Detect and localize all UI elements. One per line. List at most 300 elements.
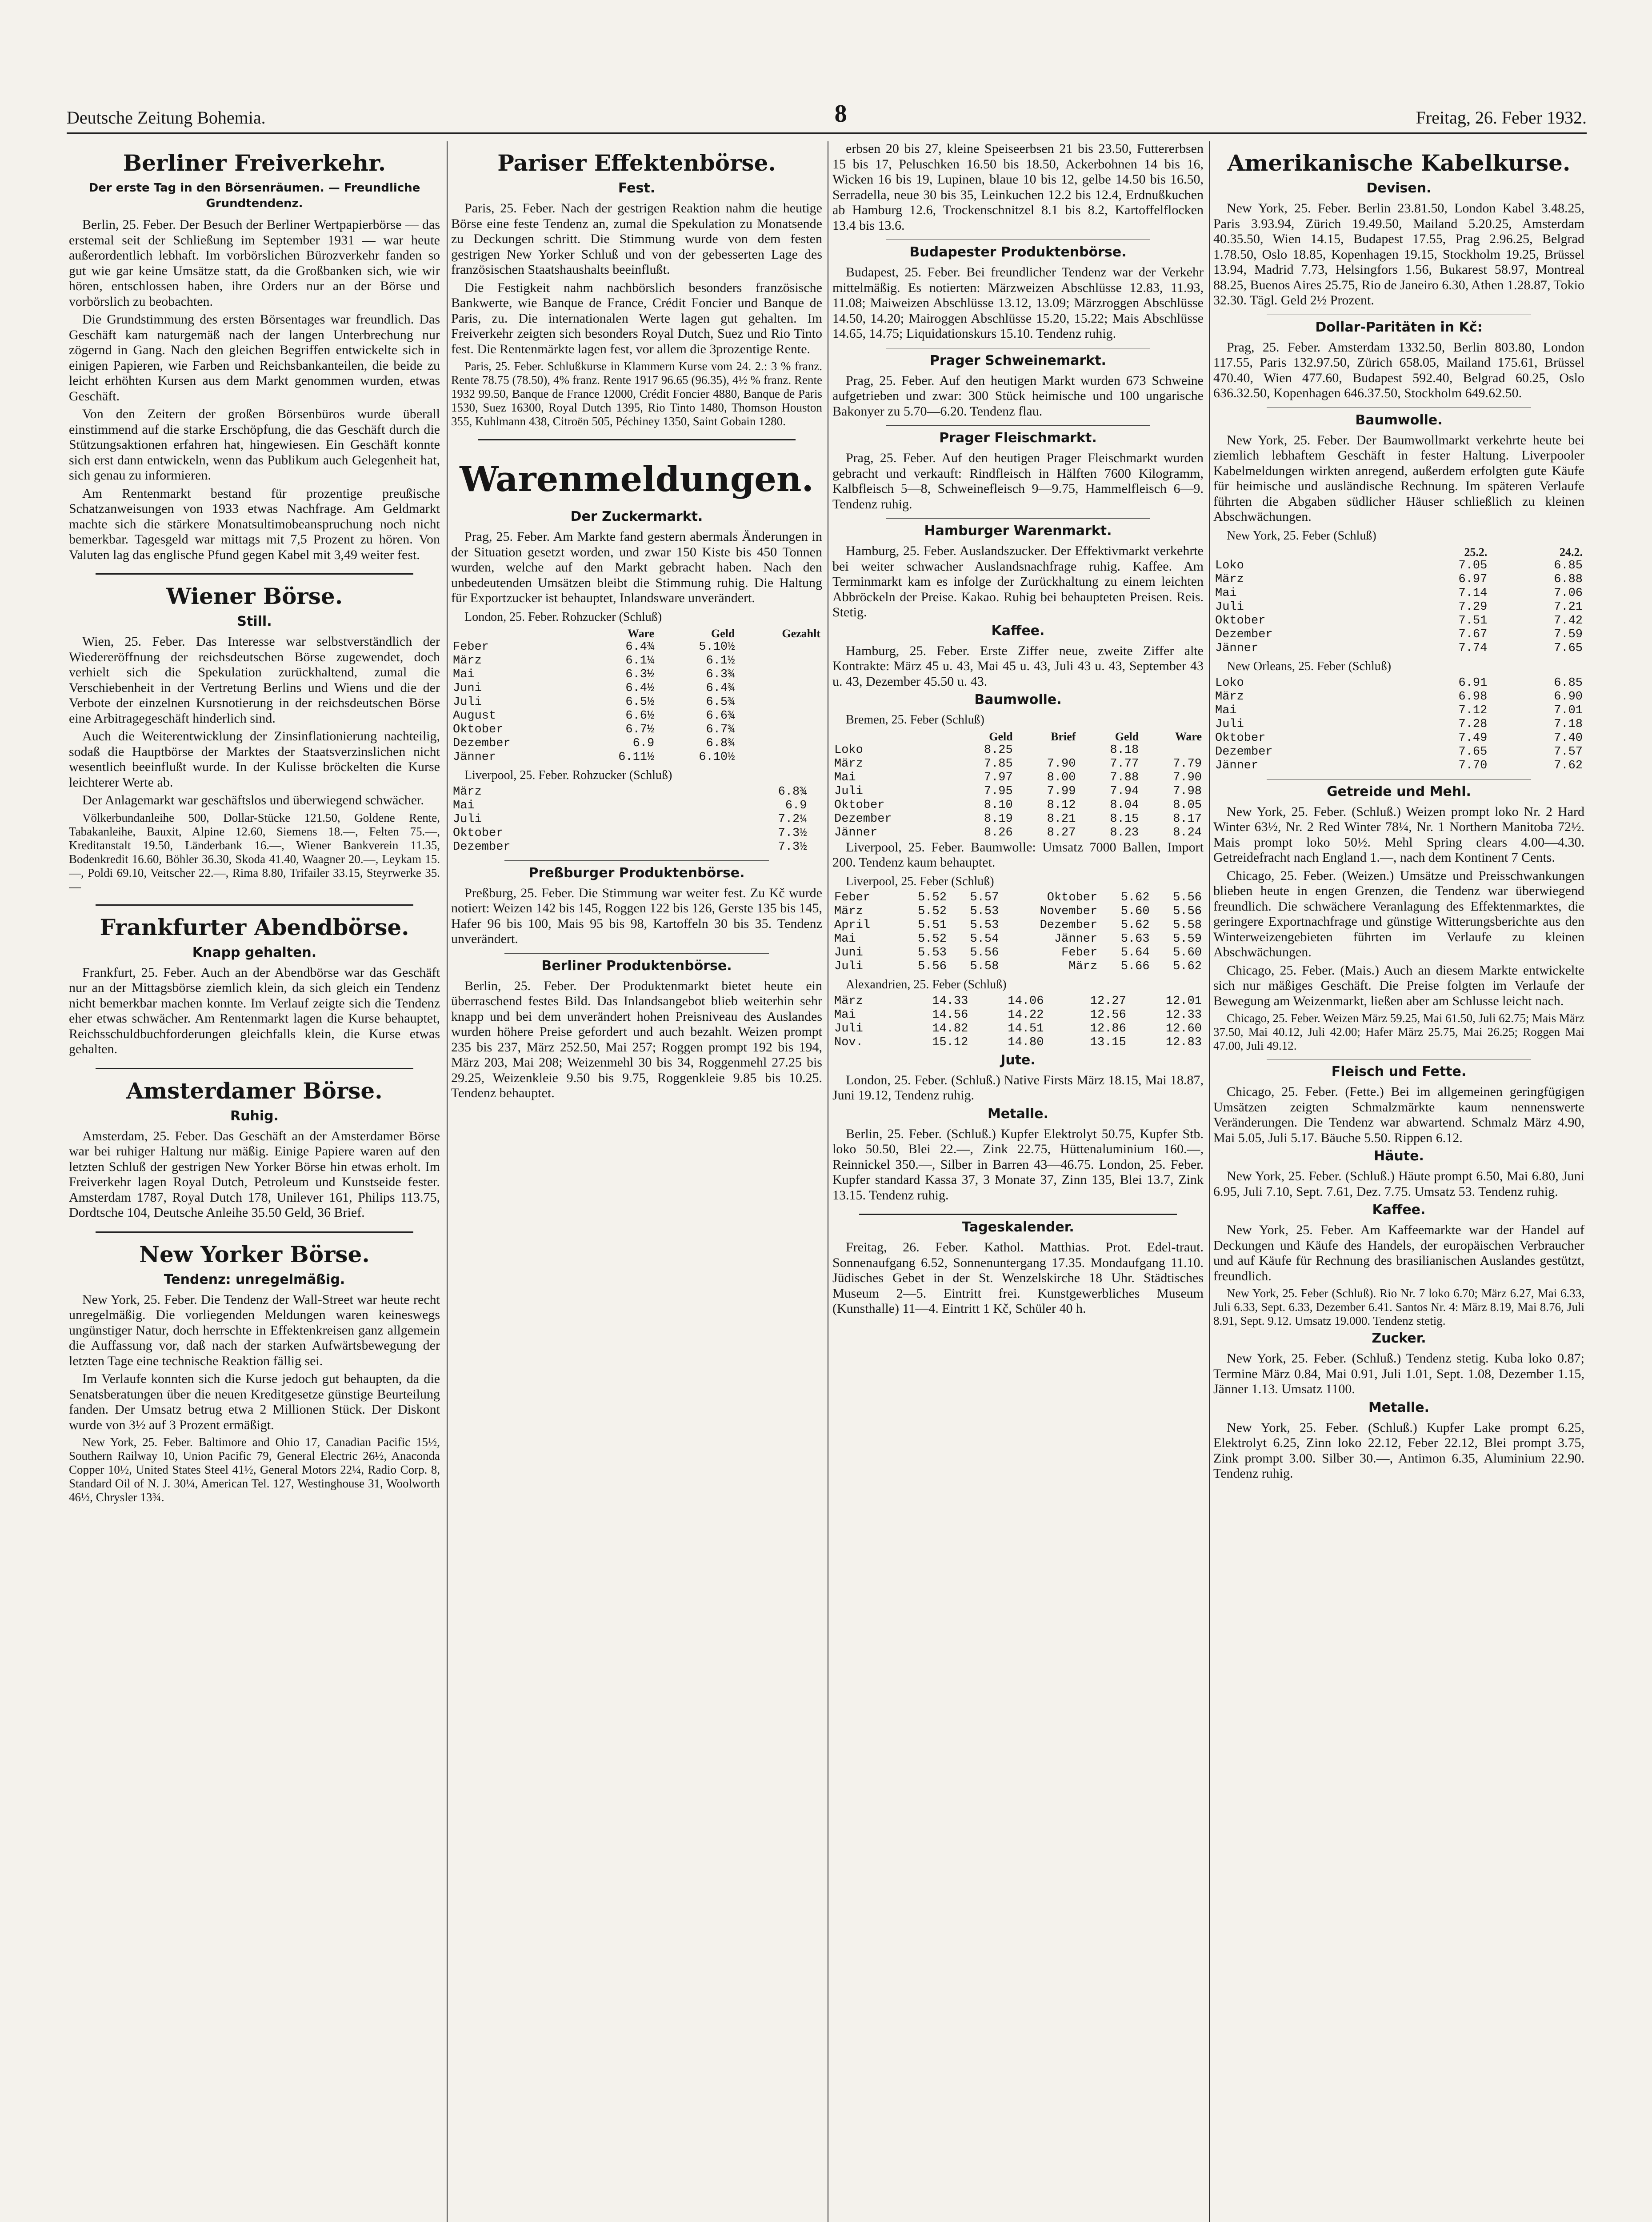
table-cell: 7.79 [1173,757,1202,771]
section-subtitle: Baumwolle. [974,692,1062,707]
section-subtitle: Fleisch und Fette. [1331,1064,1467,1079]
table-cell: 5.52 [918,905,947,918]
table-cell: 5.62 [1120,919,1150,932]
paragraph: New York, 25. Feber. Der Baumwollmarkt verkehrte heute bei ziemlich lebhaftem Geschäft in fester Haltung. Liverpooler Kabelmeldungen wirkten anregend, außerdem erfolgten gute Käufe für heimische und ausländische Rechnung. Im späteren Verlaufe führten die Abgaben südlicher Häuser schließlich zu kleinen Abschwächungen. [1213,432,1584,524]
table-row [1213,718,1584,731]
table-cell [736,654,822,668]
table-row [832,960,1204,974]
table-header-cell [451,627,576,640]
paragraph: Liverpool, 25. Feber. Baumwolle: Umsatz 7000 Ballen, Import 200. Tendenz kaum behauptet. [832,839,1204,870]
section-subtitle: Still. [237,614,272,629]
paragraph: Am Rentenmarkt bestand für prozentige preußische Schatzanweisungen von 1933 etwas Nachfrage. Am Geldmarkt machte sich die stärkere Monatsultimobeanspruchung noch nicht bemerkbar. Tagesgeld war mittags mit 7,5 Prozent zu hören. Von Valuten lag das englische Pfund gegen Kabel mit 3,49 weiter fest. [69,486,440,562]
table-cell: 7.57 [1554,745,1583,759]
table-cell: 6.10½ [699,751,735,764]
table-cell: Jänner [834,826,878,839]
table-cell: 6.4¾ [706,682,735,695]
section-title: Frankfurter Abendbörse. [100,914,409,940]
section-subtitle: Tendenz: unregelmäßig. [164,1271,345,1287]
table-cell: 6.4½ [625,682,655,695]
table-cell: 7.74 [1458,642,1488,655]
table-cell: 7.06 [1554,587,1583,600]
table-row [832,799,1204,812]
paragraph: Der Anlagemarkt war geschäftslos und überwiegend schwächer. [82,793,424,807]
table-cell: Juli [453,695,482,709]
newspaper-name: Deutsche Zeitung Bohemia. [67,108,266,128]
divider [96,573,413,575]
table-cell: 6.1½ [706,654,735,667]
table-cell [1045,1022,1052,1036]
table-cell: Oktober [1215,614,1266,627]
table-row [1213,573,1584,587]
table-cell: 6.6½ [625,709,655,723]
table-row [1213,614,1584,628]
table-header-cell: Geld [711,627,735,640]
paragraph: Auch die Weiterentwicklung der Zinsinflationierung nachteilig, sodaß die Hauptbörse der Marktes der Staatsverzinslichen nicht wesentlich beeinflußt wurde. In der Kulisse bröckelten die Kurse leichterer Werte ab. [69,729,440,790]
column-4 [1213,141,1584,2222]
table-cell: 8.18 [1110,743,1139,757]
column-3 [832,141,1204,2222]
divider [504,860,769,861]
table-cell: Juli [834,960,863,973]
section-subtitle: Devisen. [1366,180,1432,196]
divider [96,1068,413,1069]
table-cell: Feber [453,640,489,654]
table-cell: Oktober [453,723,504,736]
table-cell: 14.06 [1008,994,1044,1008]
paragraph: Budapest, 25. Feber. Bei freundlicher Tendenz war der Verkehr mittelmäßig. Es notierten: Märzweizen Abschlüsse 12.83, 11.93, 11.08; Maiweizen Abschlüsse 13.12, 13.09; Märzroggen Abschlüsse 14.50, 14.20; Mairoggen Abschlüsse 15.20, 15.22; Mais Abschlüsse 14.65, 14.75; Liquidationskurs 15.10. Tendenz ruhig. [832,265,1204,341]
divider [859,1214,1177,1215]
table-cell: 8.10 [984,798,1013,812]
table-cell [808,840,822,854]
table-cell: März [1215,690,1244,703]
table-cell: 6.8¾ [706,737,735,750]
table-cell: 6.5¾ [706,695,735,709]
table-cell: 5.53 [970,919,999,932]
table-cell: Dezember [1215,745,1273,759]
table-header-cell: Ware [1175,730,1202,743]
table-cell: Oktober [1215,731,1266,745]
table-row [451,785,822,799]
paragraph: New York, 25. Feber. (Schluß.) Häute prompt 6.50, Mai 6.80, Juni 6.95, Juli 7.10, Sept. 7.61, Dez. 7.75. Umsatz 53. Tendenz ruhig. [1213,1169,1584,1199]
table-title: Alexandrien, 25. Feber (Schluß) [846,978,1007,991]
issue-date: Freitag, 26. Feber 1932. [1416,108,1587,128]
table-cell: 7.97 [984,771,1013,784]
paragraph: Prag, 25. Feber. Amsterdam 1332.50, Berlin 803.80, London 117.55, Paris 132.97.50, Zürich 658.05, Mailand 175.61, Brüssel 470.40, Wien 477.60, Budapest 592.40, Belgrad 60.25, Oslo 636.32.50, Kopenhagen 646.37.50, Stockholm 649.62.50. [1213,340,1584,400]
table-cell [808,799,822,813]
table-cell: 5.63 [1120,932,1150,946]
paragraph: Freitag, 26. Feber. Kathol. Matthias. Prot. Edel-traut. Sonnenaufgang 6.52, Sonnenuntergang 17.35. Mondaufgang 11.10. Jüdisches Gebet in der St. Wenzelskirche 18 Uhr. Städtisches Museum 2—5. Eintritt frei. Kunstgewerbliches Museum (Kunsthalle) 11—4. Eintritt 1 Kč, Schüler 40 h. [832,1240,1204,1316]
table-row [451,827,822,840]
paragraph: New York, 25. Feber. (Schluß.) Weizen prompt loko Nr. 2 Hard Winter 63½, Nr. 2 Red Winter 78¼, Nr. 1 Northern Manitoba 72½. Mais prompt loko 50½. Mehl Spring clears 4.00—4.30. Getreidefracht nach England 1.—, nach dem Kontinent 7 Cents. [1213,804,1584,865]
section-subtitle: Häute. [1374,1148,1424,1164]
table-row [451,799,822,813]
table-row [1213,676,1584,690]
table-cell: 5.66 [1120,960,1150,973]
table-cell: 12.27 [1090,994,1126,1008]
table-cell: Mai [834,932,856,946]
table-cell: Jänner [453,751,496,764]
table-cell: 5.52 [918,891,947,904]
section-subtitle: Metalle. [1368,1399,1430,1415]
divider [504,953,769,954]
table-header-cell: Geld [989,730,1013,743]
liverpool-sugar-table [451,785,822,854]
section-subtitle: Preßburger Produktenbörse. [528,865,745,881]
paragraph: Amsterdam, 25. Feber. Das Geschäft an der Amsterdamer Börse war bei ruhiger Haltung nur mäßig. Einige Papiere waren auf den letzten Schluß der gestrigen New Yorker Börse hin etwas erholt. Im Freiverkehr lagen Royal Dutch, Petroleum und Kunstseide fester. Amsterdam 1787, Royal Dutch 178, Unilever 161, Philips 113.75, Dordtsche 104, Deutsche Anleihe 35.50 Geld, 36 Brief. [69,1128,440,1220]
table-cell: Nov. [834,1035,863,1049]
table-row [832,919,1204,932]
table-cell: März [834,757,863,771]
table-cell: 7.05 [1458,559,1488,572]
paragraph: Von den Zeitern der großen Börsenbüros wurde überall einstimmend auf die starke Erschöpfung, die das Geschäft durch die Stützungsaktionen erfahren hat, hingewiesen. Ein Geschäft konnte sich erst dann entwickeln, wenn das Publikum auch Gelegenheit hat, sich genau zu informieren. [69,407,440,483]
table-cell: Mai [834,1008,856,1022]
table-cell: 7.29 [1458,600,1488,614]
quote-list: New York, 25. Feber (Schluß). Rio Nr. 7 loko 6.70; März 6.27, Mai 6.33, Juli 6.33, Sept. 6.33, Dezember 6.41. Santos Nr. 4: März 8.19, Mai 8.76, Juli 8.91, Sept. 9.12. Umsatz 19.000. Tendenz stetig. [1213,1287,1584,1327]
ny-cotton-table [1213,545,1584,655]
section-subtitle: Prager Fleischmarkt. [939,430,1097,446]
table-row [451,723,822,737]
table-cell: 8.26 [984,826,1013,839]
table-cell: 14.22 [1008,1008,1044,1022]
table-row [1213,759,1584,773]
paragraph: Im Verlaufe konnten sich die Kurse jedoch gut behaupten, da die Senatsberatungen über die neuen Kreditgesetze günstige Beurteilung fanden. Der Umsatz betrug etwa 2 Millionen Stück. Der Diskont wurde von 3½ auf 3 Prozent ermäßigt. [69,1371,440,1432]
section-title: Amsterdamer Börse. [126,1077,383,1104]
table-cell: Juli [1215,717,1244,731]
table-row [451,737,822,751]
table-cell: 5.62 [1173,960,1202,973]
table-cell: 7.14 [1458,587,1488,600]
table-cell: Mai [453,668,475,681]
table-cell: 7.98 [1173,784,1202,798]
table-cell: 7.94 [1110,784,1139,798]
section-title: Amerikanische Kabelkurse. [1227,150,1571,176]
table-row [451,751,822,764]
table-row [1213,690,1584,704]
table-cell: Mai [834,771,856,784]
divider [96,904,413,906]
quote-list: New York, 25. Feber. Baltimore and Ohio 17, Canadian Pacific 15½, Southern Railway 10, Union Pacific 79, General Electric 26½, Anaconda Copper 10½, United States Steel 41½, General Motors 22¼, Radio Corp. 8, Standard Oil of N. J. 30¼, American Tel. 127, Westinghouse 31, Woolworth 46½, Chrysler 13¾. [69,1435,440,1504]
table-cell: Dezember [834,812,892,826]
paragraph: Die Grundstimmung des ersten Börsentages war freundlich. Das Geschäft kam naturgemäß nach der langen Unterbrechung nur zögernd in Gang. Nach den gleichen Begriffen entwickelte sich in einigen Papieren, wie Farben und Reichsbankanteilen, die beide zu leicht erhöhten Kursen aus dem Markt genommen wurden, etwas Geschäft. [69,312,440,404]
table-cell: 5.53 [918,946,947,959]
section-title: Pariser Effektenbörse. [497,150,776,176]
table-cell [736,723,822,737]
column-divider [447,141,448,2222]
paragraph: Chicago, 25. Feber. (Fette.) Bei im allgemeinen geringfügigen Umsätzen zeigten Schmalzmärkte kaum nennenswerte Veränderungen. Die Tendenz war abwartend. Schmalz März 4.90, Mai 5.05, Juli 5.17. Bäuche 5.50. Rippen 6.12. [1213,1084,1584,1145]
table-row [451,682,822,695]
table-header-cell: Geld [1115,730,1139,743]
section-subtitle: Der Zuckermarkt. [570,509,703,524]
table-cell: 5.56 [1173,891,1202,904]
section-subtitle: Tageskalender. [962,1219,1074,1235]
table-cell: 6.8¾ [778,785,807,799]
table-cell: 5.53 [970,905,999,918]
section-subtitle: Getreide und Mehl. [1327,783,1471,799]
table-cell: Mai [1215,587,1237,600]
table-cell: 7.70 [1458,759,1488,772]
table-cell: 7.65 [1458,745,1488,759]
table-cell: 7.99 [1047,784,1076,798]
table-cell: Jänner [1215,642,1259,655]
table-cell: Juli [453,812,482,826]
table-header-cell [1213,545,1394,559]
table-cell: 6.88 [1554,573,1583,586]
section-subtitle: Prager Schweinemarkt. [930,352,1106,368]
table-cell: 5.10½ [699,640,735,654]
table-cell: 6.97 [1458,573,1488,586]
table-cell: 12.33 [1165,1008,1202,1022]
table-cell: 12.60 [1165,1022,1202,1035]
table-cell: Oktober [834,798,885,812]
table-cell: 6.9 [632,737,655,750]
table-cell: Juni [834,946,863,959]
section-subtitle: Kaffee. [1372,1202,1426,1218]
table-cell: 5.52 [918,932,947,946]
table-cell: 7.67 [1458,628,1488,641]
table-row [832,995,1204,1008]
section-subtitle: Ruhig. [230,1108,279,1124]
column-1 [69,141,440,2222]
table-title: Bremen, 25. Feber (Schluß) [846,713,984,727]
paragraph: Chicago, 25. Feber. (Mais.) Auch an diesem Markte entwickelte sich nur mäßiges Geschäft. Die Preise folgten im Verlaufe der Bewegung am Weizenmarkt, ließen aber am Schlusse leicht nach. [1213,963,1584,1008]
section-title: Wiener Börse. [166,583,343,609]
section-subtitle: Kaffee. [991,623,1045,639]
new-orleans-cotton-table [1213,676,1584,773]
table-cell [736,751,822,764]
running-header [67,101,1587,128]
table-cell: 6.3¾ [706,668,735,681]
table-header-cell: Ware [628,627,655,640]
table-cell [736,709,822,723]
table-cell: 8.00 [1047,771,1076,784]
table-cell: 6.3½ [625,668,655,681]
table-row [832,932,1204,946]
table-row [832,812,1204,826]
table-cell: 6.1¼ [625,654,655,667]
section-subtitle: Hamburger Warenmarkt. [924,523,1112,539]
divider [478,439,796,440]
table-cell: 14.51 [1008,1022,1044,1035]
section-subtitle: Zucker. [1372,1331,1426,1346]
table-cell: 6.85 [1554,559,1583,572]
table-cell: Oktober [453,826,504,840]
table-row [1213,600,1584,614]
table-cell: Dezember [1040,919,1098,932]
table-cell: 6.7¾ [706,723,735,736]
table-row [451,709,822,723]
table-row [451,640,822,654]
table-cell: 12.56 [1090,1008,1126,1022]
section-subtitle: Dollar-Paritäten in Kč: [1315,319,1483,335]
page-number: 8 [834,100,847,128]
table-cell: 5.58 [1173,919,1202,932]
table-row [1213,731,1584,745]
paragraph: Berlin, 25. Feber. (Schluß.) Kupfer Elektrolyt 50.75, Kupfer Stb. loko 50.50, Blei 22.—, Zink 22.75, Hüttenaluminium 160.—, Reinnickel 350.—, Silber in Barren 43—46.75. London, 25. Feber. Kupfer standard Kassa 37, 3 Monate 37, Zinn 135, Blei 13.7, Zink 13.15. Tendenz ruhig. [832,1126,1204,1203]
paragraph: Berlin, 25. Feber. Der Besuch der Berliner Wertpapierbörse — das erstemal seit der Schließung im September 1931 — war heute außerordentlich lebhaft. Im vorbörslichen Bürozverkehr fanden so gut wie gar keine Umsätze statt, da die Großbanken sich, wie wir hören, entschlossen haben, ihre Orders nur an der Börse und vorbörslich zu beobachten. [69,217,440,309]
table-cell: 7.3½ [778,826,807,840]
table-cell: April [834,919,871,932]
column-2 [451,141,822,2222]
section-title: New Yorker Börse. [139,1241,370,1267]
table-cell: 5.54 [970,932,999,946]
table-row [832,771,1204,785]
header-rule [67,132,1587,134]
table-row [832,891,1204,905]
table-row [832,743,1204,757]
table-cell: 7.51 [1458,614,1488,627]
table-cell: 7.40 [1554,731,1583,745]
table-row [1213,642,1584,655]
table-cell: Mai [453,799,475,812]
table-header-cell: 24.2. [1560,546,1583,559]
table-row [1213,559,1584,573]
table-cell: 7.90 [1173,771,1202,784]
table-row [1213,628,1584,642]
table-row [451,668,822,682]
table-cell: 6.85 [1554,676,1583,690]
paragraph: London, 25. Feber. (Schluß.) Native Firsts März 18.15, Mai 18.87, Juni 19.12, Tendenz ruhig. [832,1072,1204,1103]
table-cell [1045,995,1052,1008]
table-cell: 7.2¼ [778,812,807,826]
section-subtitle: Budapester Produktenbörse. [909,244,1127,260]
table-cell: 6.91 [1458,676,1488,690]
table-cell: 7.85 [984,757,1013,771]
table-title: Liverpool, 25. Feber. Rohzucker (Schluß) [464,768,672,782]
paragraph: New York, 25. Feber. Berlin 23.81.50, London Kabel 3.48.25, Paris 3.93.94, Zürich 19.49.50, Mailand 5.20.25, Amsterdam 40.35.50, Wien 14.15, Budapest 17.55, Prag 2.96.25, Belgrad 1.78.50, Oslo 18.85, Kopenhagen 19.15, Stockholm 19.25, Brüssel 13.94, Madrid 7.73, Helsingfors 1.56, Bukarest 58.97, Montreal 88.25, Buenos Aires 25.75, Rio de Janeiro 6.30, Athen 1.28.87, Tokio 32.30. Tägl. Geld 2½ Prozent. [1213,201,1584,308]
table-cell: 7.28 [1458,717,1488,731]
section-subtitle: Jute. [1000,1052,1036,1068]
table-cell: 5.56 [1173,905,1202,918]
table-cell: März [453,654,482,667]
liverpool-cotton-table [832,891,1204,974]
paragraph: Prag, 25. Feber. Auf den heutigen Prager Fleischmarkt wurden gebracht und verkauft: Rindfleisch in Hälften 7600 Kilogramm, Kalbfleisch 5—8, Schweinefleisch 9—9.75, Hammelfleisch 6—9. Tendenz ruhig. [832,451,1204,512]
table-cell [808,827,822,840]
paragraph: Preßburg, 25. Feber. Die Stimmung war weiter fest. Zu Kč wurde notiert: Weizen 142 bis 145, Roggen 122 bis 126, Gerste 135 bis 145, Hafer 96 bis 100, Mais 95 bis 98, Kartoffeln 30 bis 35. Tendenz unverändert. [451,885,822,946]
table-cell: 12.83 [1165,1035,1202,1049]
table-row [1213,587,1584,600]
table-cell [808,785,822,799]
table-cell: Dezember [453,737,511,750]
alexandria-cotton-table [832,995,1204,1050]
london-sugar-table [451,627,822,764]
paragraph: Chicago, 25. Feber. (Weizen.) Umsätze und Preisschwankungen blieben heute in engen Grenzen, die Tendenz war überwiegend freundlich. Die schwächere Veranlagung des Effektenmarktes, die geringere Exportnachfrage und günstige Witterungsberichte aus den Winterweizengebieten führten im Verlaufe zu kleinen Abschwächungen. [1213,868,1584,959]
table-cell: 8.21 [1047,812,1076,826]
table-cell: 6.4¾ [625,640,655,654]
table-row [832,1036,1204,1050]
quote-list: Völkerbundanleihe 500, Dollar-Stücke 121.50, Goldene Rente, Tabakanleihe, Bauxit, Alpine 12.60, Siemens 18.—, Felten 75.—, Kreditanstalt 19.50, Länderbank 16.—, Wiener Bankverein 11.35, Bodenkredit 16.60, Böhler 36.30, Skoda 41.40, Waagner 20.—, Leykam 15.—, Poldi 69.10, Veitscher 22.—, Rima 8.80, Trifailer 33.15, Steyrwerke 35.— [69,811,440,893]
table-cell: 7.77 [1110,757,1139,771]
section-title-large: Warenmeldungen. [460,459,814,500]
table-cell: 8.12 [1047,798,1076,812]
table-cell [808,813,822,827]
paragraph: New York, 25. Feber. Die Tendenz der Wall-Street war heute recht unregelmäßig. Die vorliegenden Meldungen waren keineswegs ungünstiger Natur, doch herrschte in Effektenkreisen ganz allgemein die Auffassung vor, daß nach der starken Aufwärtsbewegung der letzten Tage eine technische Reaktion fällig sei. [69,1292,440,1368]
table-cell: Loko [1215,676,1244,690]
section-title: Berliner Freiverkehr. [123,150,386,176]
table-row [832,1008,1204,1022]
table-cell: März [1215,573,1244,586]
table-cell: 7.42 [1554,614,1583,627]
table-cell: Dezember [1215,628,1273,641]
table-cell: 7.01 [1554,703,1583,717]
paragraph: Paris, 25. Feber. Nach der gestrigen Reaktion nahm die heutige Börse eine feste Tendenz an, zumal die Spekulation zu Monatsende zu Deckungen schritt. Die Stimmung wurde von dem festen gestrigen New Yorker Schluß und von der gebesserten Lage des französischen Staatshaushalts beeinflußt. [451,201,822,277]
section-subtitle: Metalle. [987,1106,1049,1122]
table-row [832,826,1204,840]
table-cell: Juli [834,1022,863,1035]
table-cell: Loko [1215,559,1244,572]
table-cell: 5.59 [1173,932,1202,946]
table-cell: 5.60 [1120,905,1150,918]
table-cell: 5.60 [1173,946,1202,959]
table-title: New Orleans, 25. Feber (Schluß) [1227,659,1392,673]
table-cell: März [453,785,482,799]
table-cell: 6.6¾ [706,709,735,723]
paragraph: Prag, 25. Feber. Am Markte fand gestern abermals Änderungen in der Situation gesetzt worden, und zwar 150 Kiste bis 450 Tonnen wurden, welche auf den Markt gebracht haben. Nach den unbedeutenden Umsätzen bleibt die Stimmung ruhig. Die Haltung für Exportzucker ist behauptet, Inlandsware unverändert. [451,529,822,605]
paragraph: erbsen 20 bis 27, kleine Speiseerbsen 21 bis 23.50, Futtererbsen 15 bis 17, Peluschken 16.50 bis 18.50, Ackerbohnen 14 bis 16, Wicken 16 bis 19, Lupinen, blaue 10 bis 12, gelbe 14.50 bis 16.50, Serradella, neue 30 bis 35, Leinkuchen 12.2 bis 12.4, Erdnußkuchen ab Hamburg 12.6, Trockenschnitzel 8.1 bis 8.2, Kartoffelflocken 13.4 bis 13.6. [832,141,1204,233]
table-row [832,905,1204,919]
table-title: New York, 25. Feber (Schluß) [1227,528,1376,543]
section-subtitle: Knapp gehalten. [192,944,317,960]
paragraph: New York, 25. Feber. (Schluß.) Tendenz stetig. Kuba loko 0.87; Termine März 0.84, Mai 0.91, Juli 1.01, Sept. 1.08, Dezember 1.15, Jänner 1.13. Umsatz 1100. [1213,1351,1584,1396]
table-row [451,695,822,709]
table-header-cell: Gezahlt [782,627,820,640]
table-cell [1045,1036,1052,1050]
table-cell: Juni [453,682,482,695]
divider [96,1231,413,1233]
table-cell: März [1068,960,1098,973]
table-cell: November [1040,905,1098,918]
table-cell: 15.12 [932,1035,968,1049]
table-cell: 7.65 [1554,642,1583,655]
table-cell: 7.18 [1554,717,1583,731]
table-cell: 7.12 [1458,703,1488,717]
paragraph: Die Festigkeit nahm nachbörslich besonders französische Bankwerte, wie Banque de France, Crédit Foncier und Banque de Paris, zu. Die internationalen Werte lagen gut gehalten. Im Freiverkehr zeigten sich besonders Royal Dutch, Suez und Rio Tinto fest. Die Rentenmärkte lagen fest, vor allem die 3prozentige Rente. [451,280,822,356]
table-cell: 5.64 [1120,946,1150,959]
quote-list: Chicago, 25. Feber. Weizen März 59.25, Mai 61.50, Juli 62.75; Mais März 37.50, Mai 40.12, Juli 42.00; Hafer März 25.75, Mai 26.25; Roggen Mai 47.00, Juli 49.12. [1213,1011,1584,1052]
paragraph: Wien, 25. Feber. Das Interesse war selbstverständlich der Wiedereröffnung der reichsdeutschen Börse zugewendet, doch verhielt sich die Spekulation zurückhaltend, zumal die Verschiebenheit in der Vertretung Berlins und Wiens und die der Verbote der einzelnen Kursnotierung in der reichsdeutschen Börse eine Arbitragegeschäft hinderlich sind. [69,634,440,726]
table-cell [1140,743,1204,757]
table-cell [736,695,822,709]
table-cell: 5.57 [970,891,999,904]
table-row [1213,704,1584,718]
paragraph: Berlin, 25. Feber. Der Produktenmarkt bietet heute ein überraschend festes Bild. Das Inlandsangebot blieb weiterhin sehr knapp und bei dem unverändert hohen Preisniveau des Auslandes wurden höhere Preise gefordert und auch bezahlt. Weizen prompt 235 bis 237, März 252.50, Mai 257; Roggen prompt 192 bis 194, März 203, Mai 208; Weizenmehl 30 bis 34, Roggenmehl 27.25 bis 29.25, Weizenkleie 9.50 bis 9.75, Roggenkleie 9.85 bis 10.25. Tendenz behauptet. [451,978,822,1100]
table-cell: 8.23 [1110,826,1139,839]
table-cell: Loko [834,743,863,757]
table-cell: 5.56 [918,960,947,973]
table-cell: Feber [834,891,871,904]
table-title: London, 25. Feber. Rohzucker (Schluß) [464,610,662,624]
table-cell: 7.90 [1047,757,1076,771]
table-row [832,1022,1204,1036]
paragraph: New York, 25. Feber. Am Kaffeemarkte war der Handel auf Deckungen und Käufe des Handels, der europäischen Verbraucher und auf Käufe für Rechnung des brasilianischen Auslandes gestützt, freundlich. [1213,1223,1584,1283]
table-cell [736,668,822,682]
table-cell: 14.82 [932,1022,968,1035]
table-cell: 6.9 [785,799,807,812]
table-cell: 14.33 [932,994,968,1008]
table-cell: Juli [1215,600,1244,614]
table-header-cell [832,730,952,743]
table-cell: 6.90 [1554,690,1583,703]
table-row [832,946,1204,960]
table-cell: Jänner [1054,932,1098,946]
table-cell: 8.05 [1173,798,1202,812]
table-cell: 8.15 [1110,812,1139,826]
paragraph: Hamburg, 25. Feber. Auslandszucker. Der Effektivmarkt verkehrte bei weiter schwacher Auslandsnachfrage ruhig. Kaffee. Am Terminmarkt kam es infolge der Zurückhaltung zu einem leichten Abbröckeln der Preise. Kakao. Ruhig bei behaupteten Preisen. Reis. Stetig. [832,544,1204,619]
table-cell: 6.7½ [625,723,655,736]
section-subtitle: Fest. [618,180,656,196]
table-cell [1015,743,1078,757]
table-cell: 7.88 [1110,771,1139,784]
table-cell: 8.24 [1173,826,1202,839]
